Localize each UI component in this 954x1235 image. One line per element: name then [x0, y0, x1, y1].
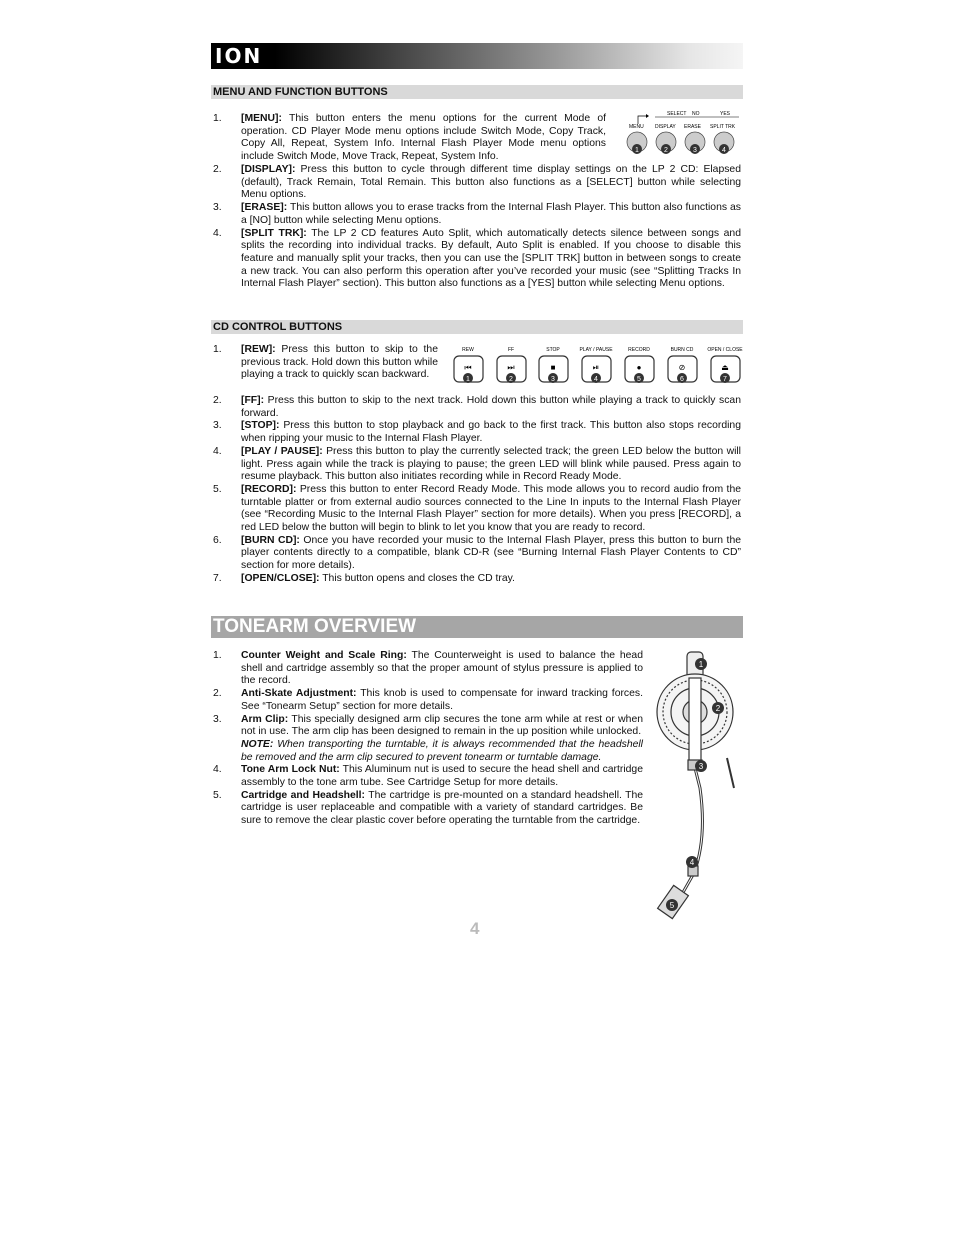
tonearm-badge-1: 1: [698, 660, 704, 669]
ff-icon: ⏭: [507, 363, 515, 372]
menu-label: MENU: [629, 124, 644, 130]
burn-cd-label: BURN CD: [670, 347, 694, 353]
svg-text:2: 2: [509, 376, 513, 383]
select-label: SELECT: [667, 111, 687, 117]
svg-text:5: 5: [637, 376, 641, 383]
menu-item-4: 4. [SPLIT TRK]: The LP 2 CD features Auto Split, which automatically detects silence between songs and splits the recording into individual tracks. By default, Auto Split is enabled. If you choose to disable this feature and manually split your tracks, then you can use the [SPLIT TRK] button in between songs to create a new track. You can also perform this operation after you’ve recorded your music (see “Splitting Tracks In Internal Flash Player” section). This button also functions as a [YES] button while selecting Menu options.: [213, 227, 741, 290]
play-pause-icon: ⏯: [592, 363, 600, 372]
burn-cd-icon: ⊘: [678, 363, 686, 372]
section-title-cd: CD CONTROL BUTTONS: [211, 320, 743, 334]
badge-4: 4: [722, 147, 726, 154]
menu-item-3: 3. [ERASE]: This button allows you to erase tracks from the Internal Flash Player. This button also functions as a [NO] button while selecting Menu options.: [213, 202, 741, 226]
cd-item-2: 2. [FF]: Press this button to skip to the next track. Hold down this button while playing a track to quickly scan forward.: [213, 395, 741, 419]
split-trk-label: SPLIT TRK: [710, 124, 736, 130]
note: NOTE: When transporting the turntable, it is always recommended that the headshell be removed and the arm clip secured to prevent tonearm or turntable damage.: [241, 738, 643, 763]
svg-text:3: 3: [551, 376, 555, 383]
rew-icon: ⏮: [464, 363, 472, 372]
page-number: 4: [470, 919, 480, 938]
cd-item-5: 5. [RECORD]: Press this button to enter Record Ready Mode. This mode allows you to record audio from the turntable platter or from external audio sources connected to the Line In inputs to the Internal Flash Player (see “Recording Music to the Internal Flash Player” section for more details). When you press [RECORD], a red LED below the button will begin to blink to let you know that you are ready to record.: [213, 483, 741, 534]
tonearm-item-5: 5. Cartridge and Headshell: The cartridge is pre-mounted on a standard headshell. The cartridge is user replaceable and compatible with a variety of standard cartridges. Be sure to remove the clear plastic cover before operating the turntable from the cartridge.: [213, 789, 644, 827]
badge-2: 2: [664, 147, 668, 154]
svg-text:1: 1: [466, 376, 470, 383]
cd-list: [213, 344, 438, 382]
cd-item-7: 7. [OPEN/CLOSE]: This button opens and closes the CD tray.: [213, 572, 515, 584]
cd-list-rest: [213, 395, 741, 586]
tonearm-item-2: 2. Anti-Skate Adjustment: This knob is used to compensate for inward tracking forces. See “Tonearm Setup” section for more details.: [213, 688, 643, 712]
cd-item-4: 4. [PLAY / PAUSE]: Press this button to play the currently selected track; the green LED below the button will light. Press again while the track is playing to pause; the green LED will blink while paused. Press again to resume playback. This button also initiates recording while in Record Ready Mode.: [213, 445, 741, 483]
svg-text:6: 6: [680, 376, 684, 383]
stop-icon: ■: [550, 363, 556, 372]
no-label: NO: [692, 111, 700, 117]
cd-item-3: 3. [STOP]: Press this button to stop playback and go back to the first track. This button also stops recording when ripping your music to the Internal Flash Player.: [213, 420, 741, 445]
cd-item-6: 6. [BURN CD]: Once you have recorded your music to the Internal Flash Player, press this button to burn the player contents directly to a compatible, blank CD-R (see “Burning Internal Flash Player Contents to CD” section for more details).: [213, 534, 741, 572]
section-title-menu: MENU AND FUNCTION BUTTONS: [211, 85, 743, 99]
svg-text:7: 7: [723, 376, 727, 383]
badge-1: 1: [635, 147, 639, 154]
cd-item-1: 1. [REW]: Press this button to skip to the previous track. Hold down this button while playing a track to quickly scan backward.: [213, 344, 438, 381]
tonearm-item-1: 1. Counter Weight and Scale Ring: The Counterweight is used to balance the head shell and cartridge assembly so that the proper amount of stylus pressure is applied to the record.: [213, 650, 643, 687]
badge-3: 3: [693, 147, 697, 154]
tonearm-list: [213, 650, 643, 828]
menu-item-2: 2. [DISPLAY]: Press this button to cycle through different time display settings on the LP 2 CD: Elapsed (default), Track Remain, Total Remain. This button also functions as a [SELECT] button while selecting Menu options.: [213, 164, 741, 201]
stop-label: STOP: [546, 347, 560, 353]
record-icon: ●: [636, 363, 642, 372]
svg-text:4: 4: [594, 376, 598, 383]
menu-list: [213, 113, 606, 164]
eject-icon: ⏏: [721, 363, 729, 372]
cd-buttons-diagram: [449, 343, 745, 387]
tonearm-badge-5: 5: [669, 901, 675, 910]
play-pause-label: PLAY / PAUSE: [579, 347, 613, 353]
tonearm-diagram: [652, 648, 744, 920]
menu-buttons-diagram: [622, 106, 744, 160]
record-label: RECORD: [628, 347, 650, 353]
yes-label: YES: [720, 111, 731, 117]
ion-logo: ION: [215, 44, 263, 68]
tonearm-badge-4: 4: [689, 858, 695, 867]
tonearm-badge-2: 2: [715, 704, 721, 713]
rew-label: REW: [462, 347, 474, 353]
header-bar: [211, 43, 743, 69]
tonearm-item-4: 4. Tone Arm Lock Nut: This Aluminum nut is used to secure the head shell and cartridge assembly to the tone arm tube. See Cartridge Setup for more details.: [213, 764, 643, 789]
section-title-tonearm: TONEARM OVERVIEW: [211, 616, 743, 638]
open-close-label: OPEN / CLOSE: [707, 347, 743, 353]
display-label: DISPLAY: [655, 124, 676, 130]
tonearm-item-3: 3. Arm Clip: This specially designed arm clip secures the tone arm while at rest or when not in use. The arm clip has been designed to remain in the up position while unlocked. NOTE: When transporting the turntable, it is always recommended that the headshell be removed and the arm clip secured to prevent tonearm or turntable damage.: [213, 713, 643, 763]
tonearm-badge-3: 3: [698, 762, 704, 771]
menu-list-rest: [213, 164, 741, 291]
ff-label: FF: [507, 347, 515, 353]
menu-item-1: 1. [MENU]: This button enters the menu options for the current Mode of operation. CD Player Mode menu options include Switch Mode, Copy Track, Copy All, Repeat, System Info. Internal Flash Player Mode menu options include Switch Mode, Move Track, Repeat, System Info.: [213, 113, 606, 163]
erase-label: ERASE: [684, 124, 701, 130]
arrow-icon: [638, 116, 646, 124]
